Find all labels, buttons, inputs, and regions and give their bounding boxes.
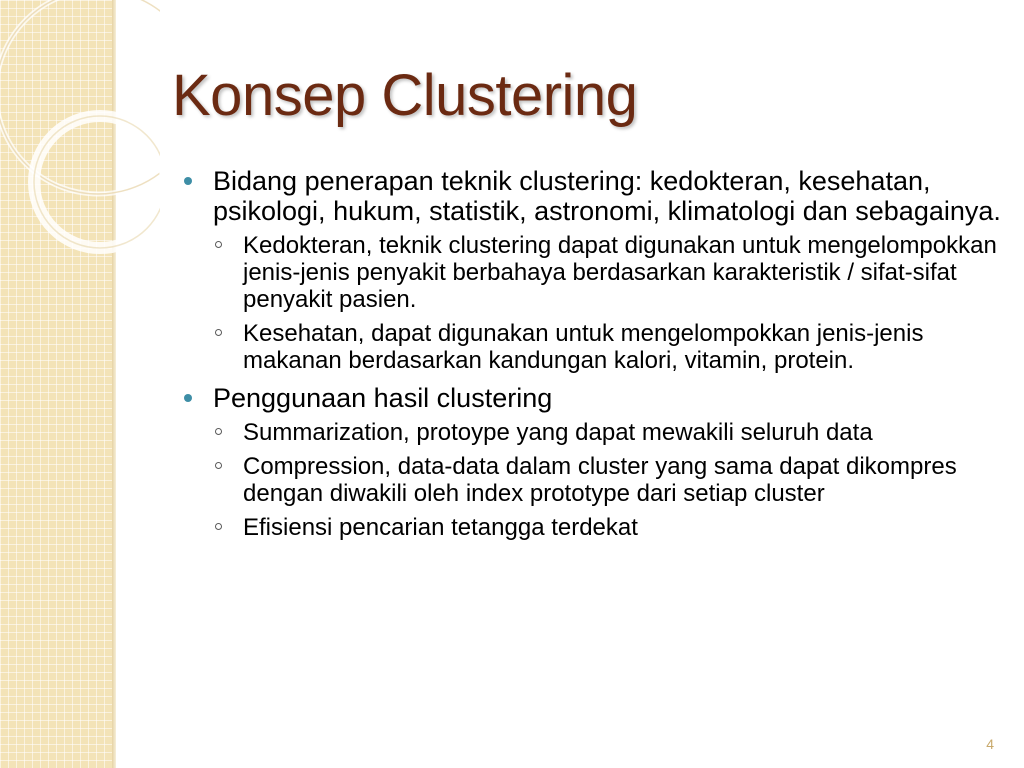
slide-title: Konsep Clustering (172, 63, 638, 128)
sub-bullet-ring-icon (215, 462, 222, 469)
slide-content (184, 166, 1004, 548)
sub-bullet-text: Kesehatan, dapat digunakan untuk mengelompokkan jenis-jenis makanan berdasarkan kandungan kalori, vitamin, protein. (243, 320, 924, 374)
decorative-rings-graphic (0, 0, 160, 300)
sub-bullet-item (184, 514, 1004, 541)
sub-bullet-item (184, 232, 1004, 313)
sub-bullet-item (184, 320, 1004, 374)
bullet-dot-icon (184, 394, 192, 402)
sub-bullet-ring-icon (215, 241, 222, 248)
sub-bullet-item (184, 419, 1004, 446)
bullet-text: Penggunaan hasil clustering (213, 383, 553, 413)
sub-bullet-item (184, 453, 1004, 507)
sub-bullet-text: Kedokteran, teknik clustering dapat digunakan untuk mengelompokkan jenis-jenis penyakit berbahaya berdasarkan karakteristik / sifat-sifat penyakit pasien. (243, 232, 997, 313)
bullet-text: Bidang penerapan teknik clustering: kedokteran, kesehatan, psikologi, hukum, statistik, astronomi, klimatologi dan sebagainya. (213, 166, 1001, 226)
sub-bullet-text: Summarization, protoype yang dapat mewakili seluruh data (243, 419, 873, 446)
page-number: 4 (986, 736, 994, 752)
sub-bullet-ring-icon (215, 329, 222, 336)
sub-bullet-text: Compression, data-data dalam cluster yang sama dapat dikompres dengan diwakili oleh index prototype dari setiap cluster (243, 453, 957, 507)
bullet-item (184, 383, 1004, 413)
bullet-item (184, 166, 1004, 226)
sub-bullet-ring-icon (215, 428, 222, 435)
sub-bullet-ring-icon (215, 523, 222, 530)
sub-bullet-text: Efisiensi pencarian tetangga terdekat (243, 514, 638, 541)
bullet-dot-icon (184, 177, 192, 185)
